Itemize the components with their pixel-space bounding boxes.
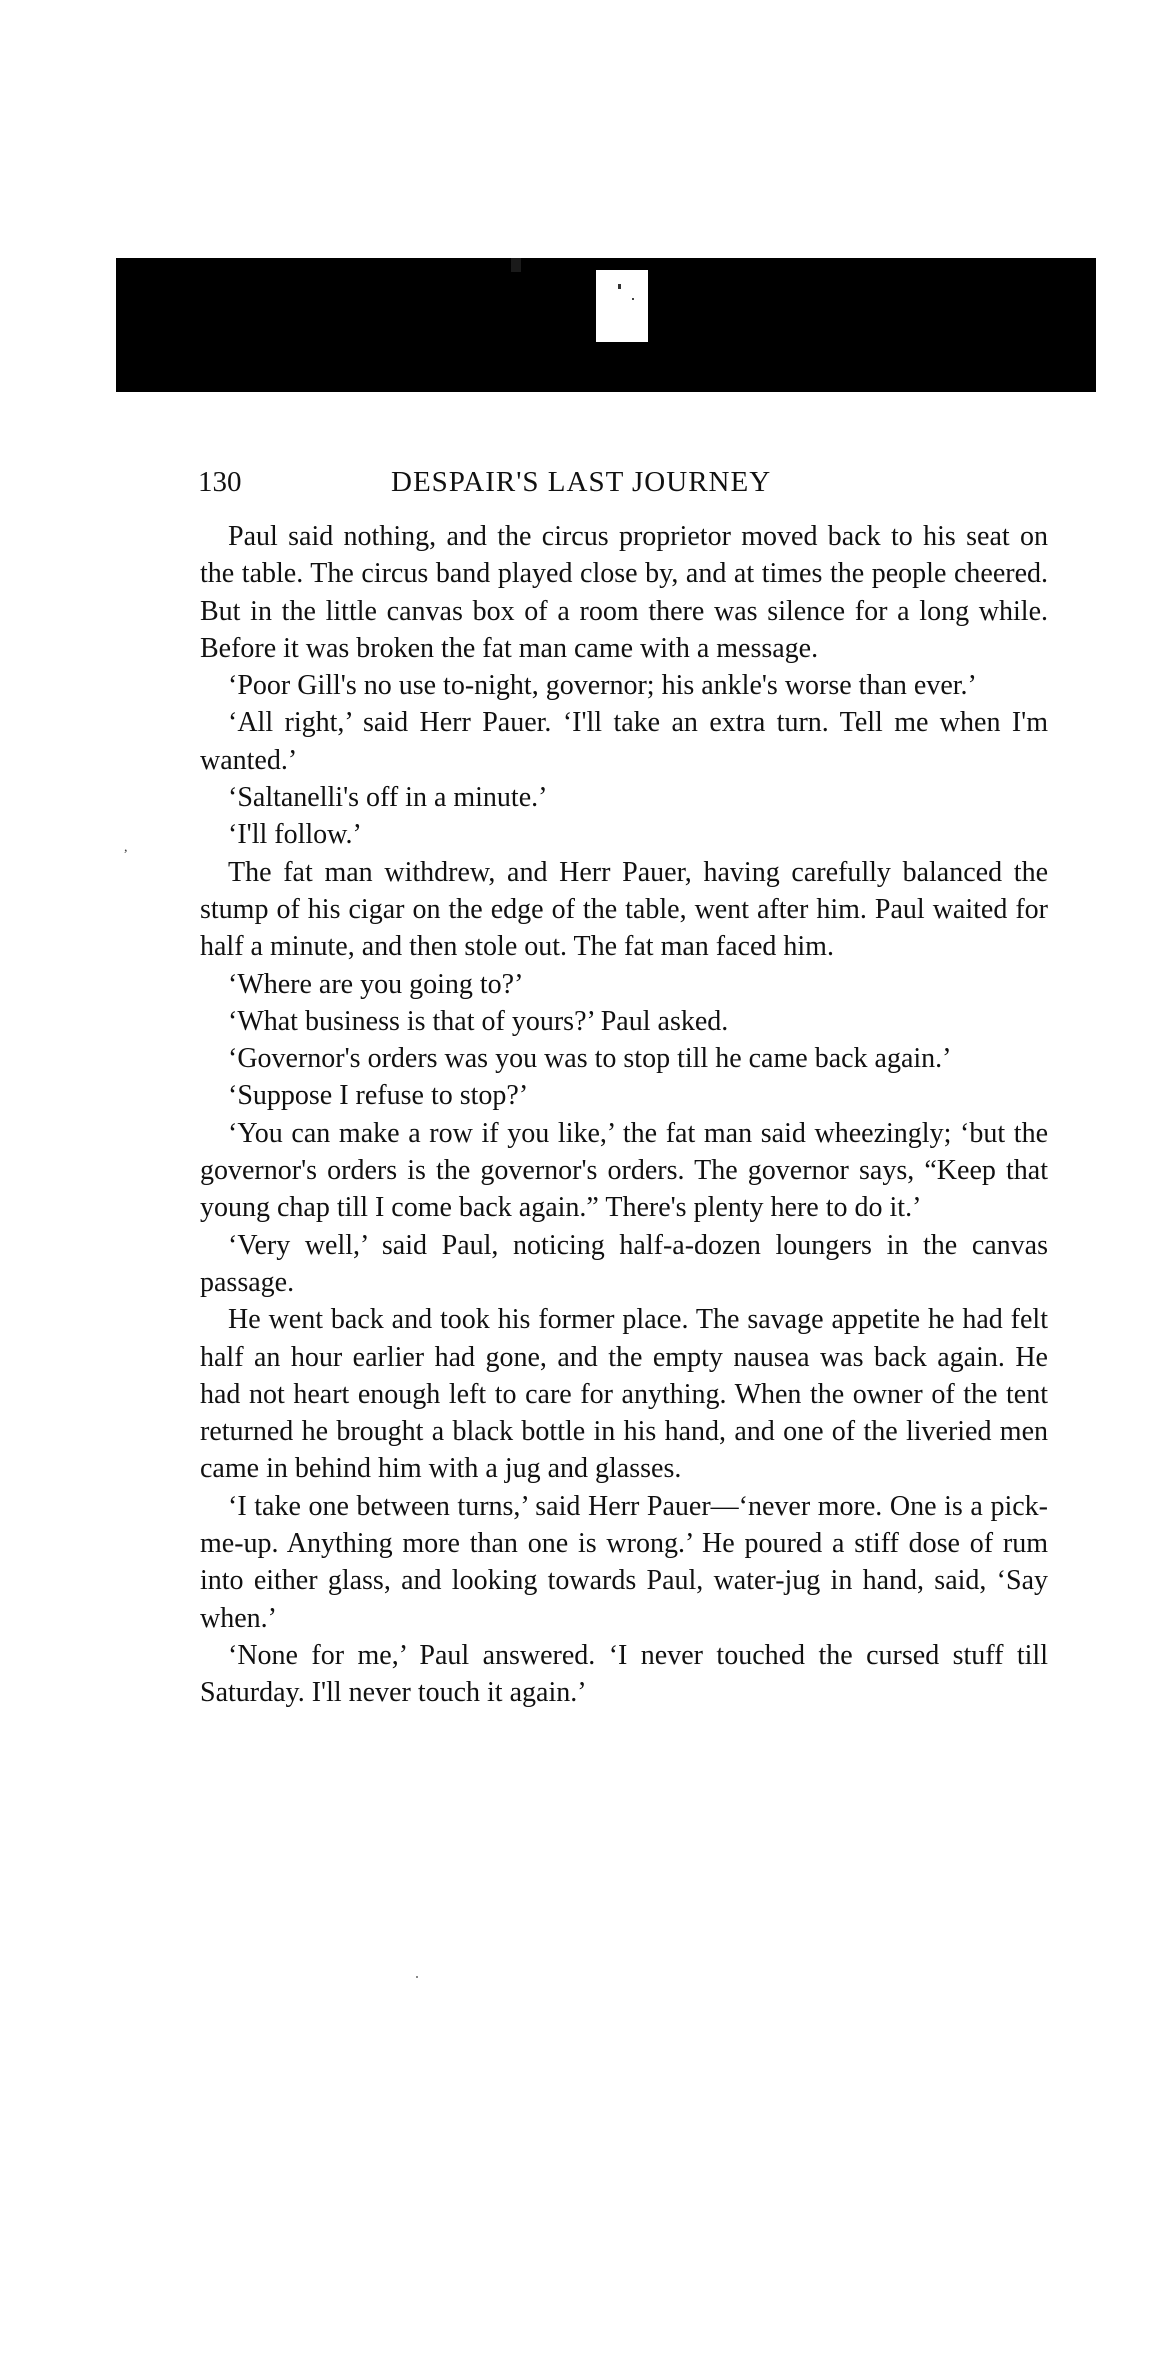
running-head: [198, 462, 998, 502]
scan-speck: [618, 284, 621, 289]
paragraph: ‘Saltanelli's off in a minute.’: [228, 782, 548, 814]
scan-speck: [632, 298, 634, 300]
band-notch: [511, 258, 521, 272]
margin-mark: ,: [124, 840, 128, 855]
paragraph: The fat man withdrew, and Herr Pauer, having carefully balanced the stump of his cigar on the edge of the table, went after him. Paul waited for half a minute, and then stole out. The fat man faced him.: [200, 856, 1048, 963]
paragraph: ‘Very well,’ said Paul, noticing half-a-dozen loungers in the canvas passage.: [200, 1229, 1048, 1298]
band-light-patch: [596, 270, 648, 342]
scanned-black-band: [116, 258, 1096, 392]
scan-dot: [416, 1976, 418, 1978]
paragraph: ‘I'll follow.’: [228, 819, 362, 851]
paragraph: ‘Poor Gill's no use to-night, governor; his ankle's worse than ever.’: [228, 670, 977, 702]
paragraph: He went back and took his former place. The savage appetite he had felt half an hour earlier had gone, and the empty nausea was back again. He had not heart enough left to care for anything. When the owner of the tent returned he brought a black bottle in his hand, and one of the liveried men came in behind him with a jug and glasses.: [200, 1304, 1048, 1485]
paragraph: ‘You can make a row if you like,’ the fat man said wheezingly; ‘but the governor's orders is the governor's orders. The governor says, “Keep that young chap till I come back again.” There's plenty here to do it.’: [200, 1117, 1048, 1224]
paragraph: ‘What business is that of yours?’ Paul asked.: [228, 1005, 729, 1037]
running-title: DESPAIR'S LAST JOURNEY: [391, 466, 772, 498]
paragraph: ‘Where are you going to?’: [228, 968, 524, 1000]
paragraph: Paul said nothing, and the circus proprietor moved back to his seat on the table. The circus band played close by, and at times the people cheered. But in the little canvas box of a room there was silence for a long while. Before it was broken the fat man came with a message.: [200, 521, 1048, 664]
paragraph: ‘I take one between turns,’ said Herr Pauer—‘never more. One is a pick-me-up. Anything more than one is wrong.’ He poured a stiff dose of rum into either glass, and looking towards Paul, water-jug in hand, said, ‘Say when.’: [200, 1490, 1048, 1634]
paragraph: ‘Governor's orders was you was to stop till he came back again.’: [228, 1043, 952, 1075]
page-number: 130: [198, 466, 242, 498]
paragraph: ‘All right,’ said Herr Pauer. ‘I'll take an extra turn. Tell me when I'm wanted.’: [200, 707, 1048, 776]
body-text: [200, 518, 1048, 1712]
paragraph: ‘None for me,’ Paul answered. ‘I never touched the cursed stuff till Saturday. I'll never touch it again.’: [200, 1639, 1048, 1709]
paragraph: ‘Suppose I refuse to stop?’: [228, 1080, 529, 1112]
